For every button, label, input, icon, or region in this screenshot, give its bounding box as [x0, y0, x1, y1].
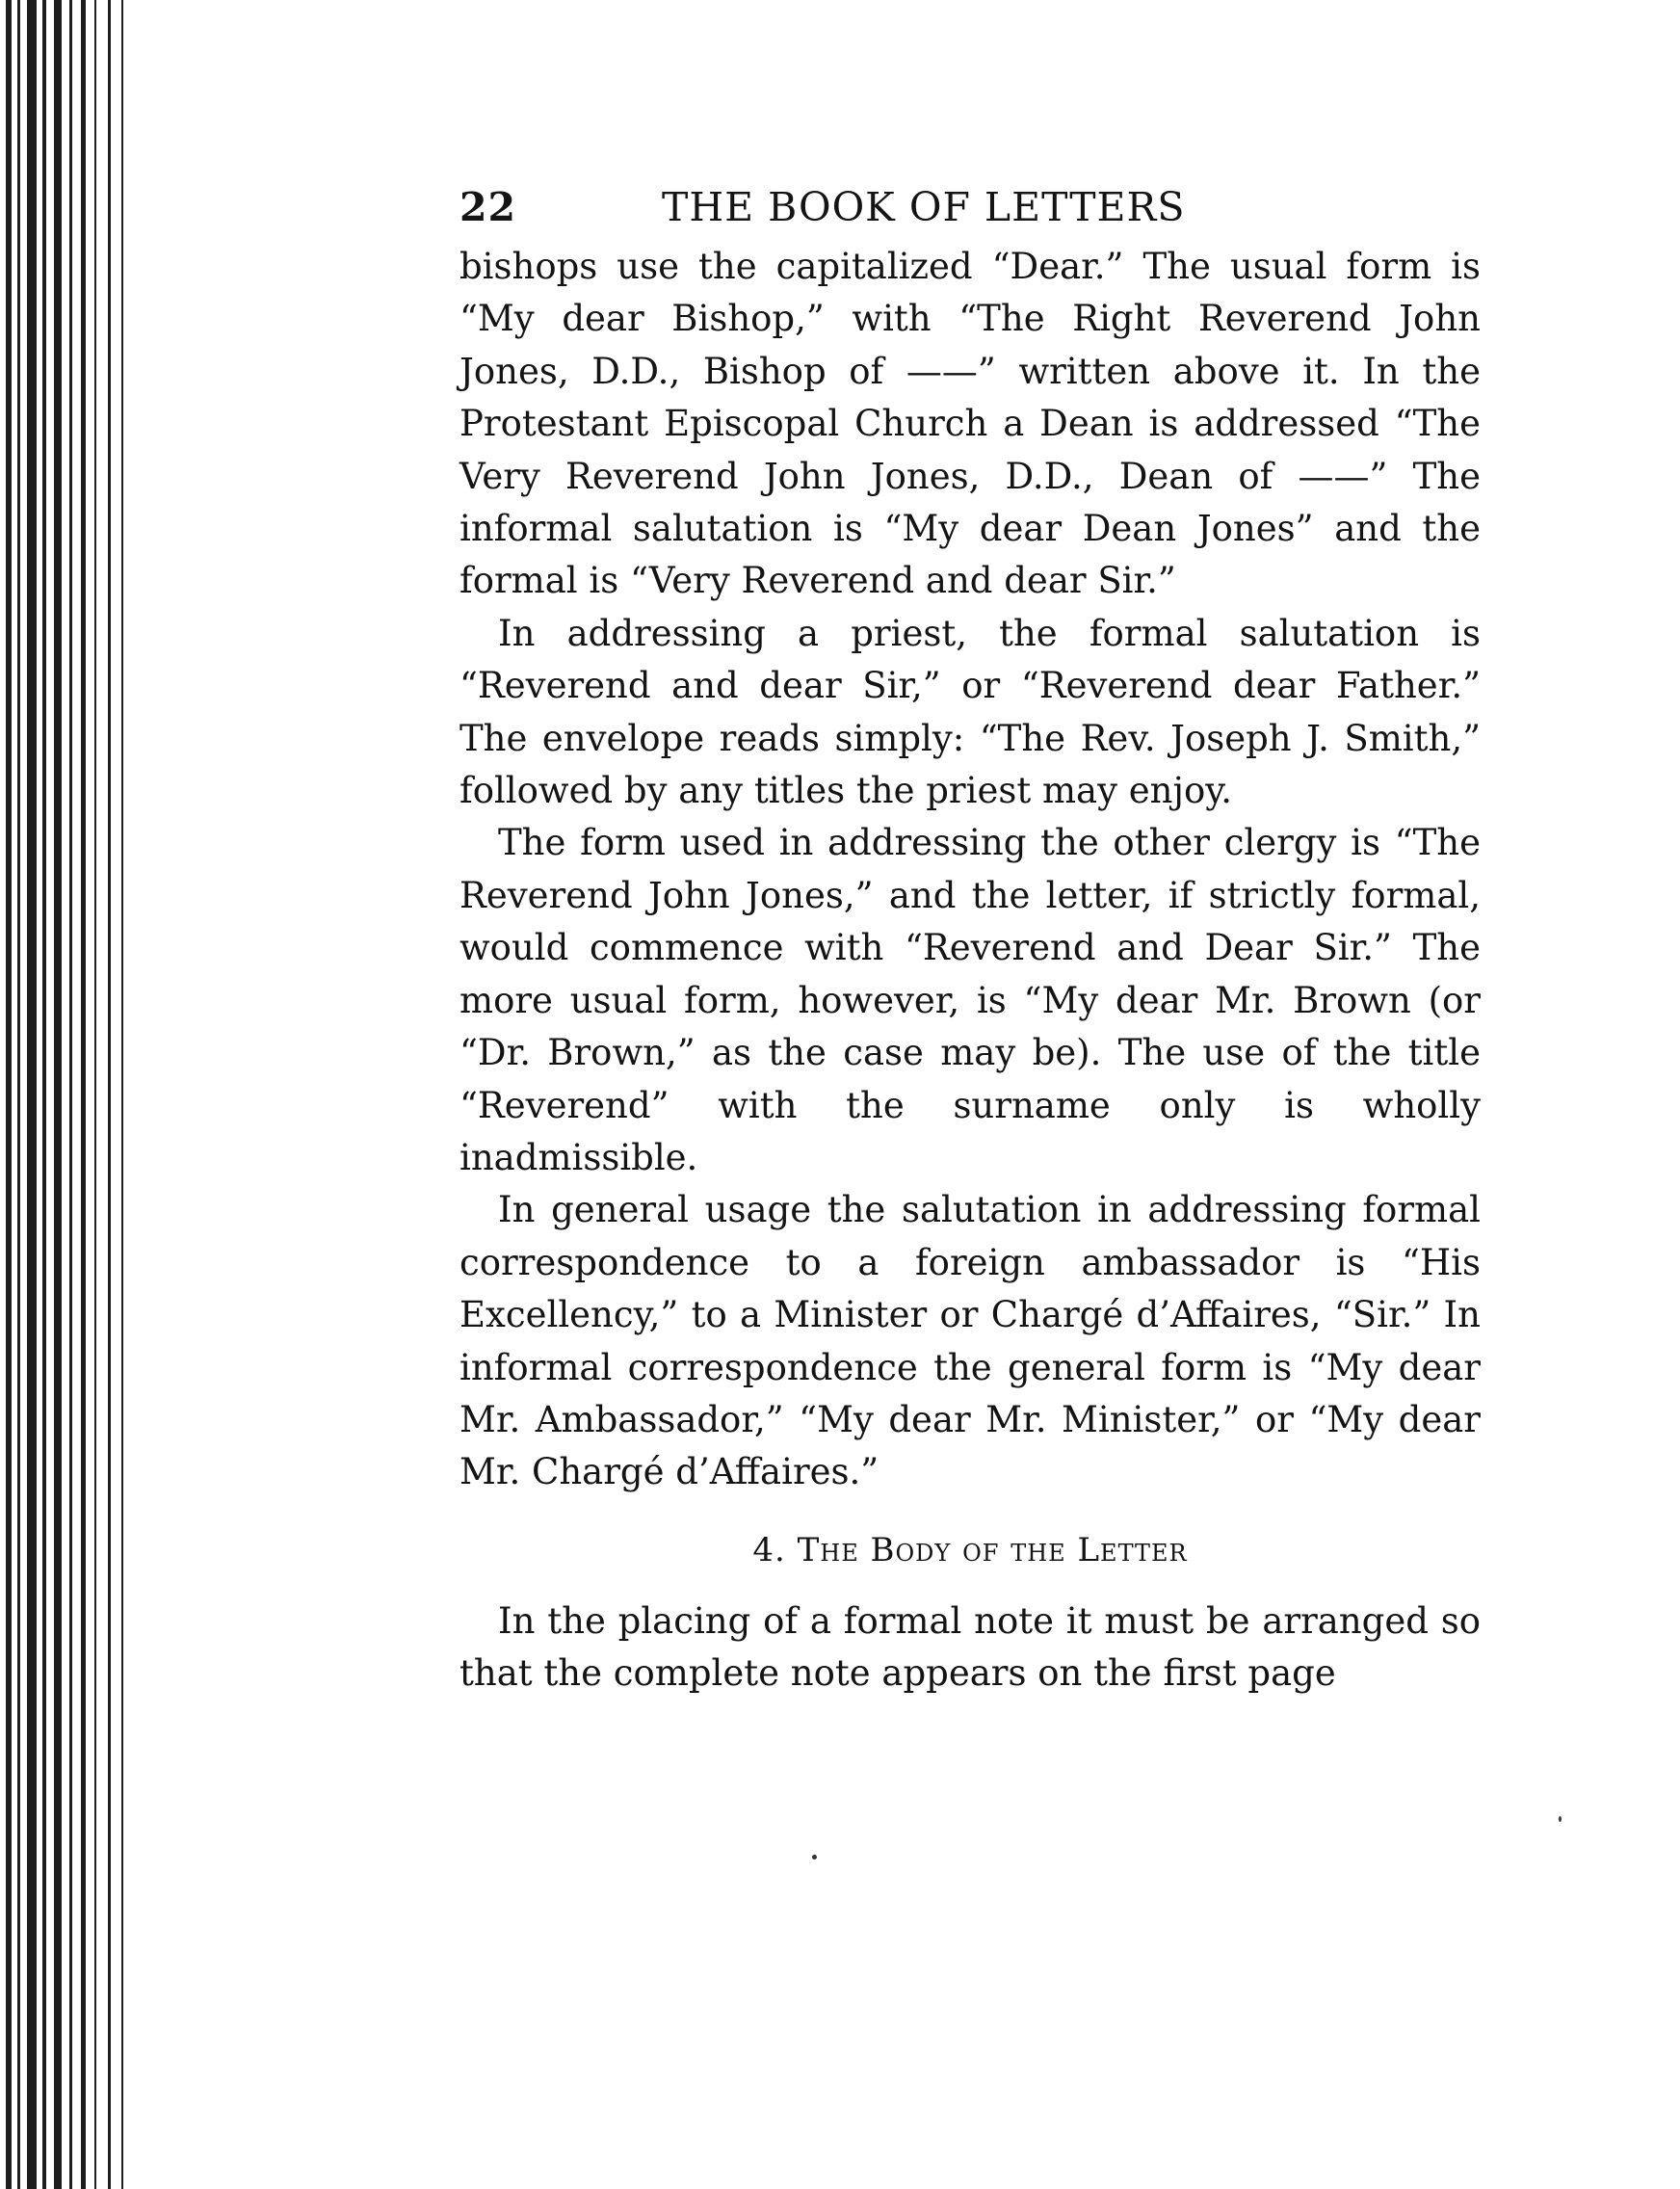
section-paragraph-1: In the placing of a formal note it must be arranged so that the complete note appears on the first page: [459, 1599, 1481, 1695]
scan-speck: [812, 1855, 817, 1859]
body-text: [459, 241, 1481, 1701]
paragraph-3: The form used in addressing the other clergy is “The Reverend John Jones,” and the letter, if strictly formal, would commence with “Reverend and Dear Sir.” The more usual form, however, is “My dear Mr. Brown (or “Dr. Brown,” as the case may be). The use of the title “Reverend” with the surname only is wholly inadmissible.: [459, 822, 1481, 1178]
scan-speck: [1559, 1816, 1562, 1822]
running-title: THE BOOK OF LETTERS: [662, 184, 1186, 230]
section-heading: 4. The Body of the Letter: [752, 1530, 1188, 1569]
paragraph-1: bishops use the capitalized “Dear.” The usual form is “My dear Bishop,” with “The Right Reverend John Jones, D.D., Bishop of ——” written above it. In the Protestant Episcopal Church a Dean is addressed “The Very Reverend John Jones, D.D., Dean of ——” The informal salutation is “My dear Dean Jones” and the formal is “Very Reverend and dear Sir.”: [459, 246, 1481, 602]
book-page: [459, 173, 1481, 1701]
page-number: 22: [459, 184, 517, 230]
book-gutter: [0, 0, 135, 2189]
paragraph-2: In addressing a priest, the formal salutation is “Reverend and dear Sir,” or “Reverend dear Father.” The envelope reads simply: “The Rev. Joseph J. Smith,” followed by any titles the priest may enjoy.: [459, 612, 1481, 812]
paragraph-4: In general usage the salutation in addressing formal correspondence to a foreign ambassador is “His Excellency,” to a Minister or Chargé d’Affaires, “Sir.” In informal correspondence the general form is “My dear Mr. Ambassador,” “My dear Mr. Minister,” or “My dear Mr. Chargé d’Affaires.”: [459, 1189, 1481, 1493]
running-head: [459, 173, 1481, 241]
